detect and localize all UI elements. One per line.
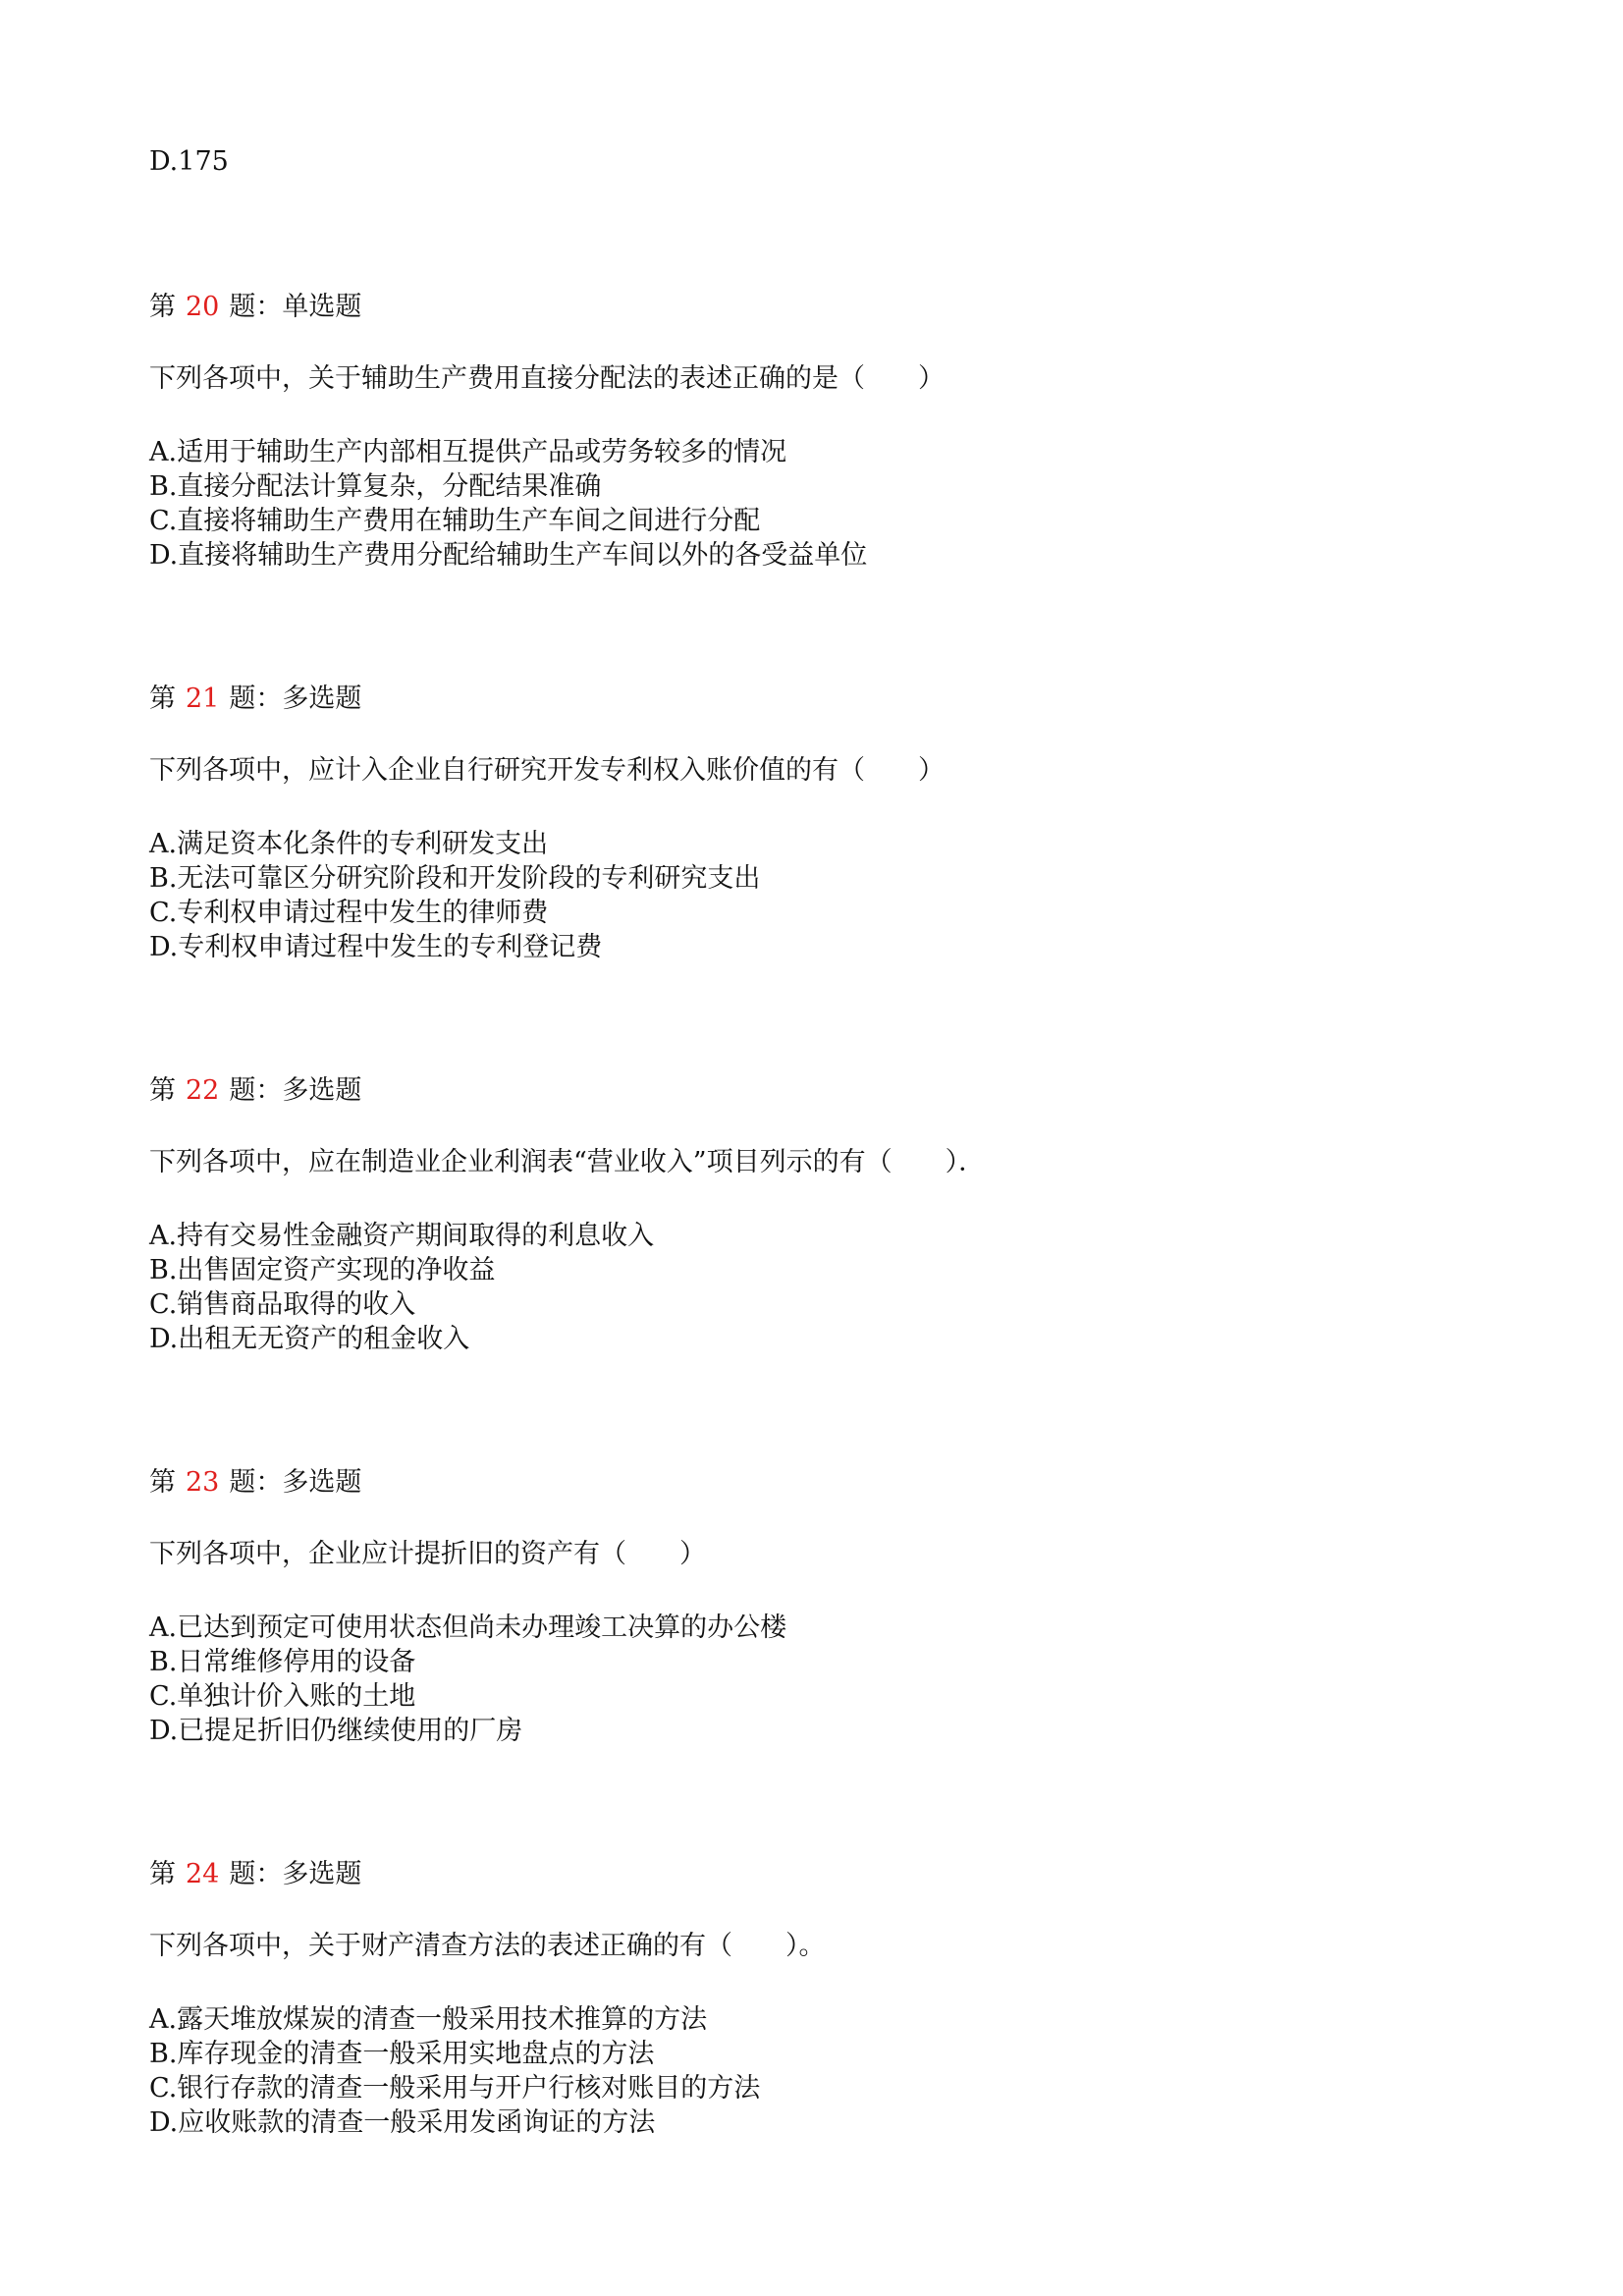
- question-23-stem: 下列各项中，企业应计提折旧的资产有（ ）: [149, 1539, 706, 1569]
- question-20-stem: 下列各项中，关于辅助生产费用直接分配法的表述正确的是（ ）: [149, 363, 945, 394]
- option-b: B.直接分配法计算复杂，分配结果准确: [149, 471, 602, 502]
- question-21-heading: [149, 683, 361, 716]
- question-type: 题：单选题: [229, 292, 362, 322]
- option-d: D.应收账款的清查一般采用发函询证的方法: [149, 2107, 656, 2138]
- question-type: 题：多选题: [229, 1467, 362, 1498]
- question-type: 题：多选题: [229, 683, 362, 714]
- option-a: A.露天堆放煤炭的清查一般采用技术推算的方法: [149, 2004, 708, 2035]
- question-22-stem: 下列各项中，应在制造业企业利润表“营业收入”项目列示的有（ ）．: [149, 1147, 986, 1177]
- question-number: 22: [186, 1075, 220, 1106]
- question-number: 20: [186, 292, 220, 322]
- question-22-heading: [149, 1074, 361, 1108]
- question-24-stem: 下列各项中，关于财产清查方法的表述正确的有（ ）。: [149, 1931, 826, 1961]
- question-number: 21: [186, 683, 220, 714]
- question-24-options: [149, 2002, 760, 2140]
- question-20-options: [149, 435, 867, 573]
- question-number: 23: [186, 1467, 220, 1498]
- question-21-stem: 下列各项中，应计入企业自行研究开发专利权入账价值的有（ ）: [149, 755, 945, 786]
- question-prefix: 第: [149, 1075, 176, 1106]
- question-type: 题：多选题: [229, 1075, 362, 1106]
- option-c: C.专利权申请过程中发生的律师费: [149, 898, 549, 928]
- option-c: C.银行存款的清查一般采用与开户行核对账目的方法: [149, 2073, 761, 2104]
- option-a: A.持有交易性金融资产期间取得的利息收入: [149, 1221, 655, 1251]
- option-a: A.适用于辅助生产内部相互提供产品或劳务较多的情况: [149, 437, 787, 467]
- option-d: D.专利权申请过程中发生的专利登记费: [149, 932, 603, 962]
- previous-option-fragment: D.175: [149, 146, 229, 177]
- option-c: C.单独计价入账的土地: [149, 1681, 416, 1712]
- question-22-options: [149, 1219, 654, 1356]
- option-b: B.日常维修停用的设备: [149, 1647, 416, 1677]
- question-prefix: 第: [149, 292, 176, 322]
- question-21-options: [149, 827, 760, 964]
- option-b: B.库存现金的清查一般采用实地盘点的方法: [149, 2039, 655, 2069]
- option-a: A.满足资本化条件的专利研发支出: [149, 829, 549, 859]
- question-24-heading: [149, 1858, 361, 1891]
- question-prefix: 第: [149, 1859, 176, 1889]
- option-d: D.已提足折旧仍继续使用的厂房: [149, 1716, 523, 1746]
- option-c: C.直接将辅助生产费用在辅助生产车间之间进行分配: [149, 506, 761, 536]
- question-number: 24: [186, 1859, 220, 1889]
- question-23-heading: [149, 1466, 361, 1500]
- option-b: B.出售固定资产实现的净收益: [149, 1255, 496, 1285]
- question-prefix: 第: [149, 683, 176, 714]
- question-23-options: [149, 1611, 786, 1748]
- question-prefix: 第: [149, 1467, 176, 1498]
- question-20-heading: [149, 291, 361, 324]
- option-c: C.销售商品取得的收入: [149, 1289, 416, 1320]
- option-b: B.无法可靠区分研究阶段和开发阶段的专利研究支出: [149, 863, 761, 894]
- option-d: D.直接将辅助生产费用分配给辅助生产车间以外的各受益单位: [149, 540, 868, 571]
- question-type: 题：多选题: [229, 1859, 362, 1889]
- option-d: D.出租无无资产的租金收入: [149, 1324, 470, 1354]
- option-a: A.已达到预定可使用状态但尚未办理竣工决算的办公楼: [149, 1613, 787, 1643]
